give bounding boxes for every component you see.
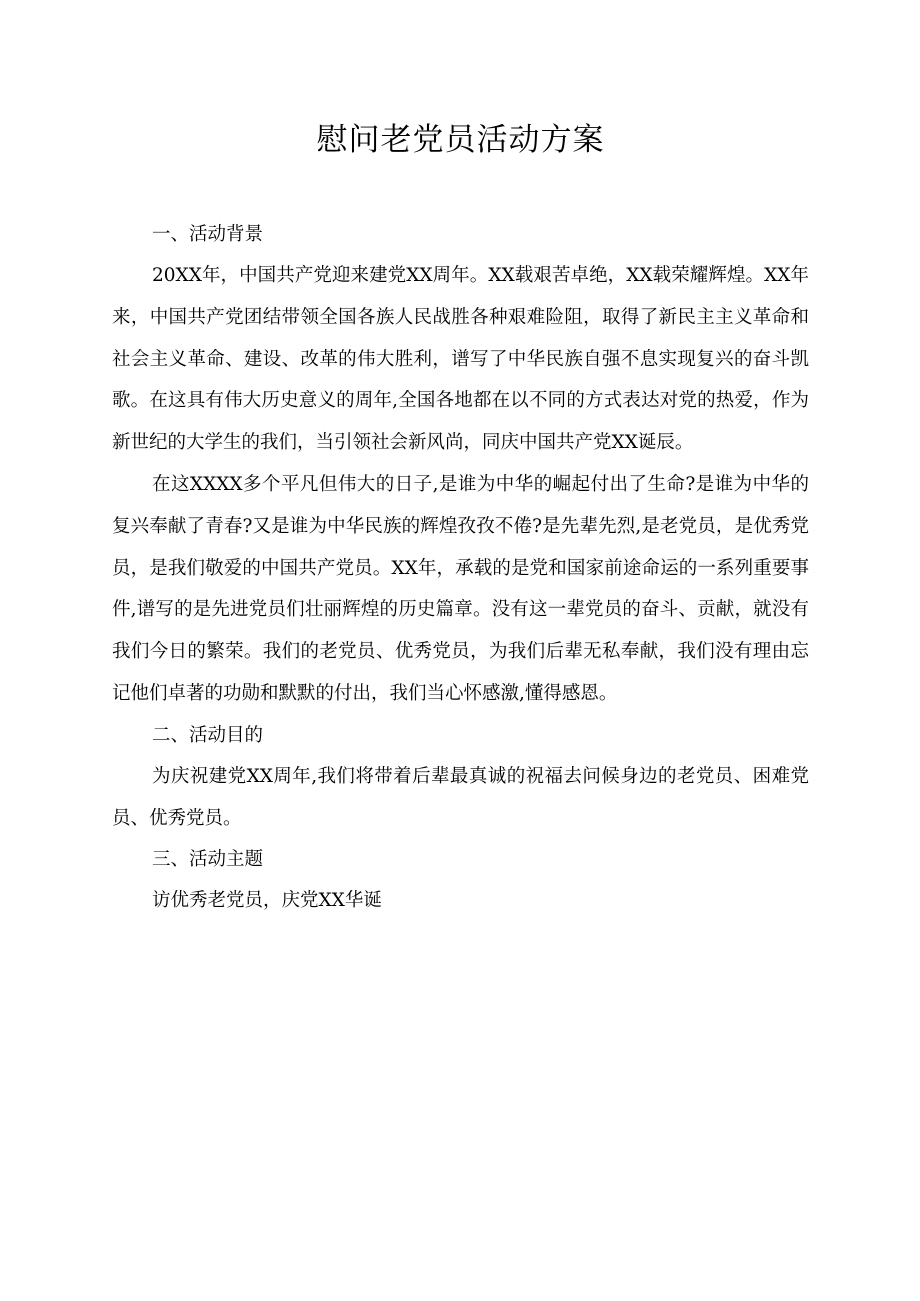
section-heading-theme: 三、活动主题 (152, 849, 264, 871)
document-page (112, 0, 809, 1301)
paragraph-background-1: 20XX年，中国共产党迎来建党XX周年。XX载艰苦卓绝，XX载荣耀辉煌。XX年来，中国共产党团结带领全国各族人民战胜各种艰难险阻，取得了新民主主义革命和社会主义革命、建设、改革的伟大胜利，谱写了中华民族自强不息实现复兴的奋斗凯歌。在这具有伟大历史意义的周年,全国各地都在以不同的方式表达对党的热爱，作为新世纪的大学生的我们，当引领社会新风尚，同庆中国共产党XX诞辰。 (112, 265, 809, 454)
paragraph-background-2: 在这XXXX多个平凡但伟大的日子,是谁为中华的崛起付出了生命?是谁为中华的复兴奉献了青春?又是谁为中华民族的辉煌孜孜不倦?是先辈先烈,是老党员，是优秀党员，是我们敬爱的中国共产党员。XX年，承载的是党和国家前途命运的一系列重要事件,谱写的是先进党员们壮丽辉煌的历史篇章。没有这一辈党员的奋斗、贡献，就没有我们今日的繁荣。我们的老党员、优秀党员，为我们后辈无私奉献，我们没有理由忘记他们卓著的功勋和默默的付出，我们当心怀感激,懂得感恩。 (112, 473, 809, 704)
section-heading-purpose: 二、活动目的 (152, 724, 264, 746)
document-body (112, 214, 809, 922)
document-title: 慰问老党员活动方案 (316, 122, 605, 158)
section-heading-background: 一、活动背景 (152, 224, 264, 245)
paragraph-theme-1: 访优秀老党员，庆党XX华诞 (152, 890, 382, 912)
paragraph-purpose-1: 为庆祝建党XX周年,我们将带着后辈最真诚的祝福去问候身边的老党员、困难党员、优秀党员。 (112, 765, 809, 829)
